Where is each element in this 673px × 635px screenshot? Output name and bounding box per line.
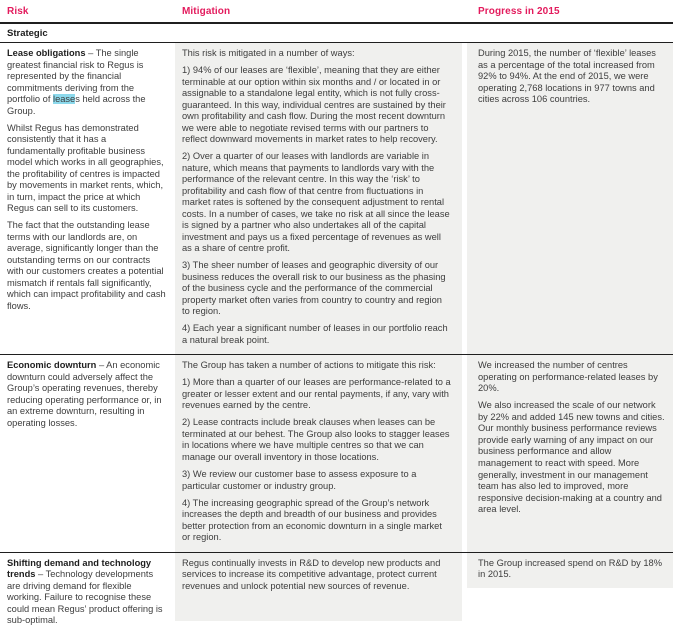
search-highlight: lease [53, 94, 76, 105]
mitigation-paragraph: 4) Each year a significant number of leases in our portfolio reach a natural break point. [182, 323, 448, 345]
mitigation-cell [175, 355, 462, 551]
risk-paragraph [7, 360, 166, 429]
mitigation-paragraph: 1) 94% of our leases are ‘flexible’, meaning that they are either terminable at our option within six months and / or located in or assignable to a standalone legal entity, which is not fully cross-guaranteed. In this way, individual centres are sustained by their own profitability and cash flow. During the most recent downturn we were able to negotiate revised terms with our partners to reflect downward movements in market rates to help recovery. [182, 65, 446, 145]
column-header-progress: Progress in 2015 [478, 6, 560, 17]
mitigation-block [175, 553, 462, 621]
mitigation-paragraph: 4) The increasing geographic spread of the Group’s network increases the depth and breadth of our business and provides better protection from an economic downturn in a single market or region. [182, 497, 442, 543]
progress-cell [467, 553, 673, 635]
table-row [0, 553, 673, 635]
progress-block [467, 553, 673, 588]
risk-paragraph [7, 558, 166, 627]
mitigation-paragraph: This risk is mitigated in a number of ways: [182, 48, 355, 58]
table-row [0, 43, 673, 355]
risk-after-text: s held across the Group. [7, 94, 146, 116]
risk-title: Economic downturn [7, 360, 97, 371]
risk-cell [0, 355, 175, 551]
risk-title: Lease obligations [7, 48, 86, 58]
mitigation-paragraph: Regus continually invests in R&D to develop new products and services to increase its competitive advantage, protect current revenues and unlock potential new sources of revenue. [182, 557, 441, 591]
table-header-row [0, 0, 673, 24]
risk-cell [0, 553, 175, 635]
risk-paragraph: The fact that the outstanding lease terms with our landlords are, on average, significantly longer than the outstanding terms on our contracts with our customers creates a potential mismatch if rentals fall significantly, which can impact profitability and cash flows. [7, 220, 166, 311]
mitigation-paragraph: The Group has taken a number of actions to mitigate this risk: [182, 360, 436, 371]
mitigation-cell [175, 553, 462, 635]
risk-title: Shifting demand and technology trends [7, 557, 152, 580]
progress-paragraph: We also increased the scale of our network by 22% and added 145 new towns and cities. Our monthly business performance reviews provide early warning of any impact on our business performance and allow management to react with speed. More generally, investment in our management team has also led to improved, more responsive decision-making at a country and area level. [478, 400, 665, 515]
mitigation-paragraph: 3) The sheer number of leases and geographic diversity of our business reduces the overall risk to our business as the phasing of the business cycle and the performance of the commercial property market often varies from country to country and region to region. [182, 260, 446, 317]
progress-paragraph: We increased the number of centres operating on performance-related leases by 20%. [478, 360, 658, 394]
progress-paragraph: The Group increased spend on R&D by 18% in 2015. [478, 557, 662, 580]
risk-lead-text: – Technology developments are driving demand for flexible working. Failure to recognise these could mean Regus’ product offering is sub-optimal. [7, 569, 163, 626]
progress-cell [467, 43, 673, 354]
risk-lead-text: – An economic downturn could adversely affect the Group’s operating revenues, thereby reducing operating performance or, in an extreme downturn, resulting in operating losses. [7, 360, 162, 428]
progress-cell [467, 355, 673, 551]
column-header-risk: Risk [7, 6, 29, 17]
risk-paragraph [7, 48, 166, 117]
column-header-mitigation: Mitigation [182, 6, 231, 17]
table-row [0, 355, 673, 552]
risk-lead-text: – The single greatest financial risk to Regus is represented by the financial commitments deriving from the portfolio of [7, 48, 144, 105]
mitigation-paragraph: 1) More than a quarter of our leases are performance-related to a greater or lesser extent and our rental payments, if any, vary with revenues earned by the centre. [182, 377, 451, 411]
mitigation-paragraph: 2) Lease contracts include break clauses when leases can be terminated at our behest. The Group also looks to stagger leases in locations where we have multiple centres so that we can manage our overall inventory in those locations. [182, 417, 450, 462]
progress-paragraph: During 2015, the number of ‘flexible’ leases as a percentage of the total increased from 92% to 94%. At the end of 2015, we were operating 2,768 locations in 977 towns and cities across 106 countries. [478, 48, 656, 105]
section-label: Strategic [0, 24, 673, 43]
mitigation-paragraph: 3) We review our customer base to assess exposure to a particular customer or industry group. [182, 469, 417, 491]
mitigation-paragraph: 2) Over a quarter of our leases with landlords are variable in nature, which means that payments to landlords vary with the performance of the relevant centre. In this way the ‘risk’ to profitability and cash flow of that centre from fluctuations in market rates is softened by the consequent adjustment to rental costs. In a number of cases, we take no risk at all since the lease is signed by a partner who also undertakes all of the capital investment and pays us a fixed percentage of revenues as well as a share of centre profit. [182, 151, 450, 254]
risk-cell [0, 43, 175, 354]
risk-paragraph: Whilst Regus has demonstrated consistently that it has a fundamentally profitable business model which works in all geographies, the profitability of centres is impacted by movements in market rents, which, in turn, impact the price at which Regus can sell to its customers. [7, 122, 164, 214]
mitigation-cell [175, 43, 462, 354]
